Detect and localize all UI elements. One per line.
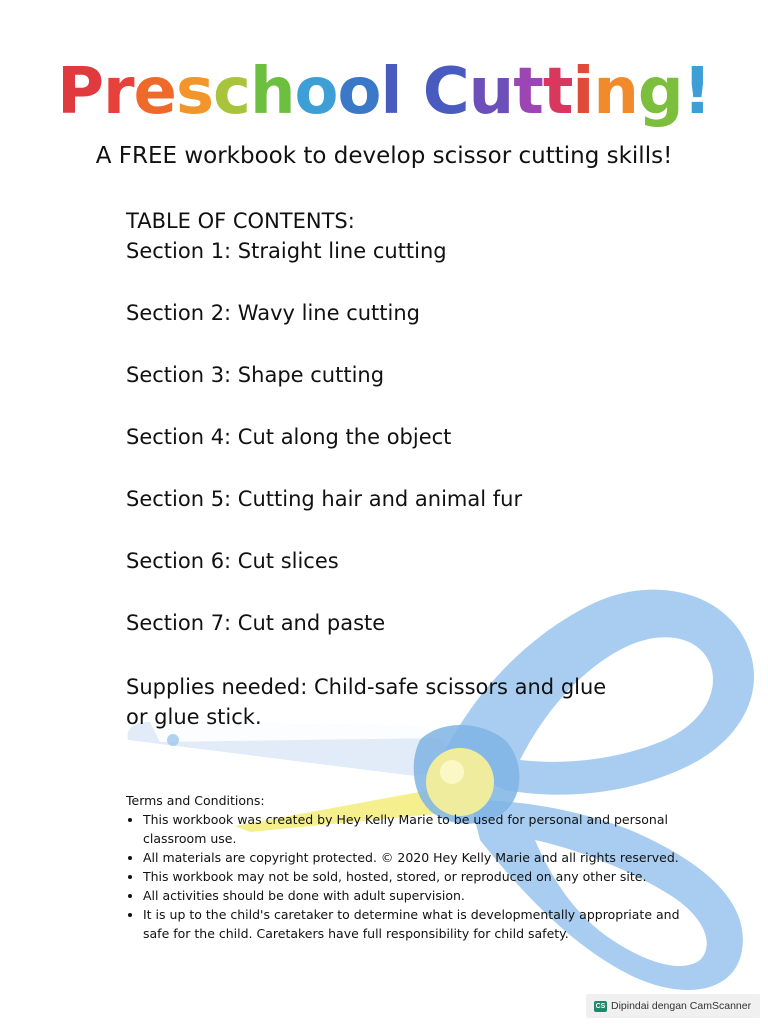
- terms-item: • All materials are copyright protected. © 2020 Hey Kelly Marie and all rights reserved.: [143, 848, 696, 867]
- page-title: [0, 52, 768, 132]
- title-letter: t: [542, 55, 573, 129]
- terms-heading: Terms and Conditions:: [126, 793, 265, 808]
- title-letter: [401, 52, 422, 132]
- title-letter: o: [294, 55, 338, 129]
- title-letter: !: [682, 55, 711, 129]
- title-letter: n: [593, 55, 638, 129]
- terms-item: • It is up to the child's caretaker to determine what is developmentally appropriate and safe for the child. Caretakers have full responsibility for child safety.: [143, 905, 696, 943]
- toc-item-section-4: Section 4: Cut along the object: [126, 425, 452, 449]
- title-letter: P: [57, 55, 103, 129]
- terms-item: • This workbook was created by Hey Kelly Marie to be used for personal and personal classroom use.: [143, 810, 696, 848]
- title-letter: l: [380, 55, 402, 129]
- camscanner-icon: CS: [595, 1002, 606, 1010]
- title-letter: i: [572, 55, 594, 129]
- title-letter: e: [133, 55, 176, 129]
- camscanner-watermark: [586, 994, 760, 1018]
- toc-item-section-1: Section 1: Straight line cutting: [126, 239, 447, 263]
- table-of-contents: [126, 206, 686, 670]
- title-letter: u: [468, 55, 514, 129]
- title-letter: r: [102, 55, 134, 129]
- camscanner-label: Dipindai dengan CamScanner: [611, 1000, 752, 1012]
- title-letter: c: [213, 55, 250, 129]
- toc-item-section-7: Section 7: Cut and paste: [126, 611, 386, 635]
- title-letter: o: [337, 55, 381, 129]
- terms-list: [126, 810, 696, 943]
- title-letter: g: [637, 55, 683, 129]
- page-subtitle: A FREE workbook to develop scissor cutting skills!: [95, 143, 673, 169]
- toc-item-section-5: Section 5: Cutting hair and animal fur: [126, 487, 523, 511]
- title-letter: h: [249, 55, 295, 129]
- toc-item-section-3: Section 3: Shape cutting: [126, 363, 385, 387]
- terms-item: • All activities should be done with adult supervision.: [143, 886, 696, 905]
- title-letter: s: [175, 55, 214, 129]
- toc-item-section-2: Section 2: Wavy line cutting: [126, 301, 420, 325]
- supplies-needed: Supplies needed: Child-safe scissors and glue or glue stick.: [126, 675, 607, 729]
- toc-heading: TABLE OF CONTENTS:: [126, 209, 355, 233]
- terms-item: • This workbook may not be sold, hosted, stored, or reproduced on any other site.: [143, 867, 696, 886]
- terms-and-conditions: [126, 792, 696, 943]
- toc-item-section-6: Section 6: Cut slices: [126, 549, 339, 573]
- title-letter: t: [513, 55, 543, 129]
- title-letter: C: [422, 55, 469, 129]
